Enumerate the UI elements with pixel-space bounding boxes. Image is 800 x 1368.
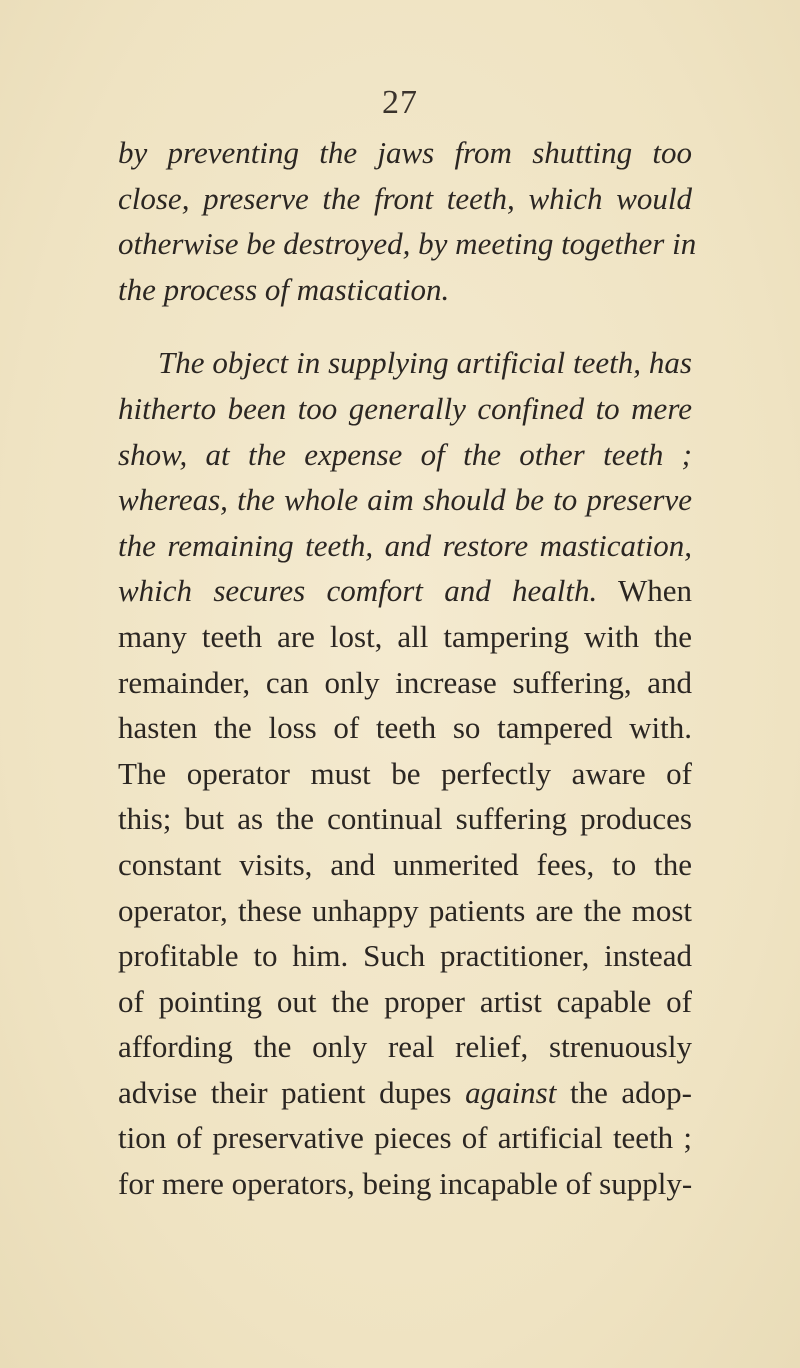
paragraph-1-line: the process of mastication. xyxy=(118,271,450,307)
paragraph-2-line: profitable to him. Such practitioner, instead xyxy=(118,938,692,974)
paragraph-2-line: operator, these unhappy patients are the most xyxy=(118,892,692,928)
paragraph-1-line: close, preserve the front teeth, which would xyxy=(118,180,692,216)
italic-phrase: which secures comfort and health. xyxy=(118,573,598,609)
paragraph-2-line: hasten the loss of teeth so tampered with. xyxy=(118,710,692,746)
paragraph-gap xyxy=(118,312,692,340)
paragraph-2-line: whereas, the whole aim should be to preserve xyxy=(118,482,692,518)
paragraph-2-line: many teeth are lost, all tampering with the xyxy=(118,618,692,654)
paragraph-2-line: constant visits, and unmerited fees, to the xyxy=(118,846,692,882)
roman-phrase: advise their patient dupes xyxy=(118,1074,466,1110)
paragraph-2-line: remainder, can only increase suffering, and xyxy=(118,664,692,700)
body-text xyxy=(118,130,697,1207)
paragraph-2-line: this; but as the continual suffering produces xyxy=(118,801,692,837)
paragraph-2-line: the remaining teeth, and restore mastication, xyxy=(118,527,692,563)
paragraph-2-against-line xyxy=(118,1070,692,1116)
paragraph-2-line: The operator must be perfectly aware of xyxy=(118,755,692,791)
paragraph-2-line: for mere operators, being incapable of supply- xyxy=(118,1166,693,1202)
italic-word-against: against xyxy=(465,1074,557,1110)
paragraph-2-line: show, at the expense of the other teeth ; xyxy=(118,436,692,472)
paragraph-2-line: tion of preservative pieces of artificial teeth ; xyxy=(118,1120,692,1156)
roman-phrase: the adop- xyxy=(556,1074,692,1110)
paragraph-2-line: affording the only real relief, strenuously xyxy=(118,1029,692,1065)
paragraph-2-mixed-line xyxy=(118,568,692,614)
paragraph-2-line: hitherto been too generally confined to mere xyxy=(118,390,692,426)
paragraph-1-line: otherwise be destroyed, by meeting together in xyxy=(118,226,697,262)
paragraph-2-line: The object in supplying artificial teeth, has xyxy=(158,345,692,381)
page-number: 27 xyxy=(382,84,418,121)
paragraph-1-line: by preventing the jaws from shutting too xyxy=(118,135,692,170)
paragraph-2-line: of pointing out the proper artist capable of xyxy=(118,983,692,1019)
roman-phrase: When xyxy=(597,573,692,609)
